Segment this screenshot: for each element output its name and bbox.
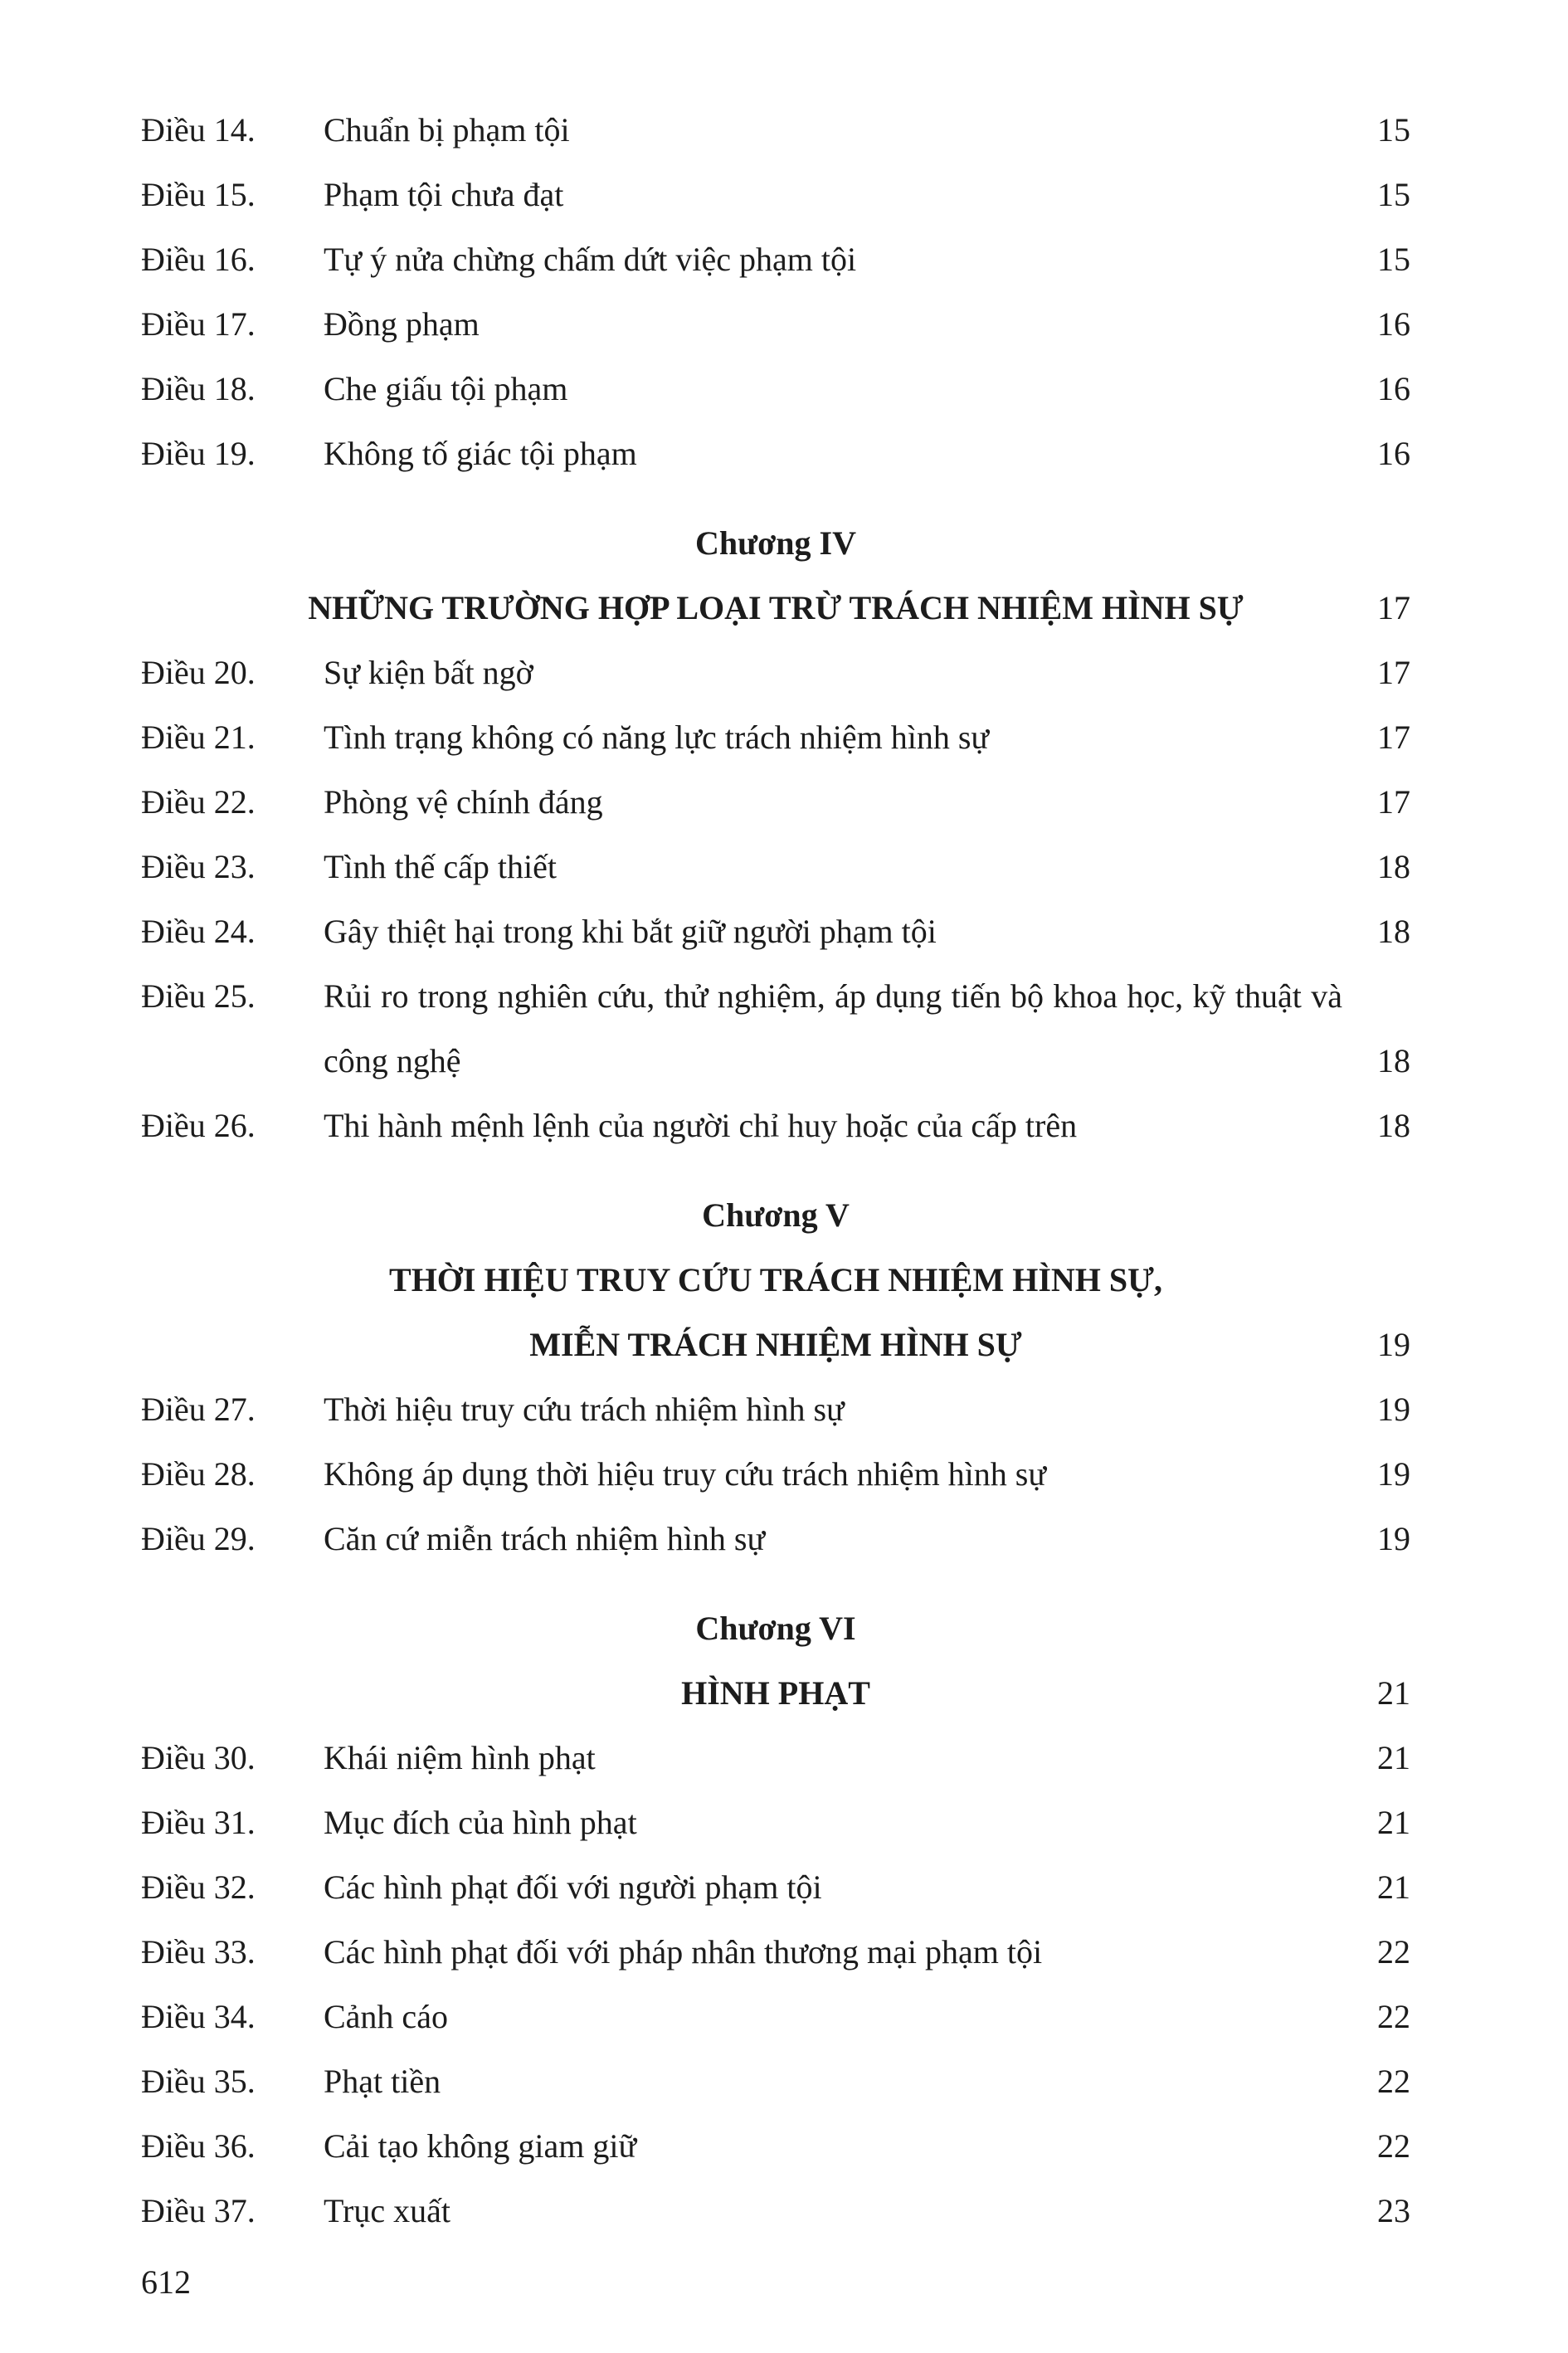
entry-title: Khái niệm hình phạt xyxy=(324,1739,596,1776)
entry-label: Điều 23. xyxy=(141,848,256,885)
entry-label: Điều 16. xyxy=(141,241,256,278)
entry-label: Điều 21. xyxy=(141,719,256,756)
entry-title: Thi hành mệnh lệnh của người chỉ huy hoặc của cấp trên xyxy=(324,1107,1078,1144)
toc-entry xyxy=(141,1985,1410,2049)
entry-page-number: 21 xyxy=(1377,1804,1410,1841)
chapter-block xyxy=(141,1596,1410,1726)
entry-page-number: 17 xyxy=(1377,719,1410,756)
entry-label: Điều 32. xyxy=(141,1868,256,1906)
entry-title: Thời hiệu truy cứu trách nhiệm hình sự xyxy=(324,1391,845,1428)
chapter-title-line: THỜI HIỆU TRUY CỨU TRÁCH NHIỆM HÌNH SỰ, xyxy=(389,1261,1162,1298)
toc-entry xyxy=(141,1920,1410,1985)
entry-label: Điều 25. xyxy=(141,977,256,1015)
chapter-heading: Chương IV xyxy=(695,524,856,562)
entry-label: Điều 24. xyxy=(141,913,256,950)
entry-page-number: 18 xyxy=(1377,913,1410,950)
chapter-heading: Chương VI xyxy=(695,1610,856,1647)
chapter-title-line: NHỮNG TRƯỜNG HỢP LOẠI TRỪ TRÁCH NHIỆM HÌNH SỰ xyxy=(308,589,1244,626)
toc-entry xyxy=(141,2049,1410,2114)
entry-page-number: 22 xyxy=(1377,1933,1410,1971)
entry-page-number: 17 xyxy=(1377,654,1410,691)
entry-title: Các hình phạt đối với người phạm tội xyxy=(324,1868,822,1906)
entry-label: Điều 18. xyxy=(141,370,256,407)
entry-label: Điều 33. xyxy=(141,1933,256,1971)
entry-label: Điều 14. xyxy=(141,111,256,149)
toc-entry xyxy=(141,899,1410,964)
entry-title: Không tố giác tội phạm xyxy=(324,435,637,472)
chapter-block xyxy=(141,511,1410,641)
toc-entry xyxy=(141,1377,1410,1442)
entry-page-number: 16 xyxy=(1377,370,1410,407)
entry-page-number: 15 xyxy=(1377,176,1410,213)
toc-entry xyxy=(141,292,1410,357)
entry-title: Phòng vệ chính đáng xyxy=(324,783,603,821)
entry-label: Điều 34. xyxy=(141,1998,256,2035)
entry-page-number: 15 xyxy=(1377,241,1410,278)
entry-title: Che giấu tội phạm xyxy=(324,370,568,407)
entry-title: Cảnh cáo xyxy=(324,1998,448,2035)
toc-entry xyxy=(141,835,1410,899)
chapter-heading: Chương V xyxy=(702,1196,850,1234)
footer-page-number: 612 xyxy=(141,2263,191,2301)
entry-label: Điều 17. xyxy=(141,305,256,343)
toc-entry xyxy=(141,357,1410,421)
toc-entry xyxy=(141,2179,1410,2243)
entry-label: Điều 30. xyxy=(141,1739,256,1776)
toc-entry xyxy=(141,770,1410,835)
entry-title: Chuẩn bị phạm tội xyxy=(324,111,570,149)
entry-page-number: 18 xyxy=(1377,1042,1410,1079)
entry-label: Điều 15. xyxy=(141,176,256,213)
entry-label: Điều 22. xyxy=(141,783,256,821)
entry-page-number: 22 xyxy=(1377,2063,1410,2100)
chapter-title-line: MIỄN TRÁCH NHIỆM HÌNH SỰ xyxy=(529,1326,1022,1363)
entry-label: Điều 19. xyxy=(141,435,256,472)
entry-label: Điều 37. xyxy=(141,2192,256,2229)
chapter-page-number: 21 xyxy=(1377,1674,1410,1712)
entry-page-number: 17 xyxy=(1377,783,1410,821)
entry-title: Trục xuất xyxy=(324,2192,450,2229)
entry-title: Cải tạo không giam giữ xyxy=(324,2127,637,2165)
entry-title: Tình thế cấp thiết xyxy=(324,848,558,885)
toc-entry xyxy=(141,1094,1410,1158)
entry-page-number: 21 xyxy=(1377,1868,1410,1906)
entry-page-number: 22 xyxy=(1377,1998,1410,2035)
entry-page-number: 21 xyxy=(1377,1739,1410,1776)
entry-page-number: 19 xyxy=(1377,1455,1410,1493)
entry-title: Phạm tội chưa đạt xyxy=(324,176,564,213)
toc-entry xyxy=(141,421,1410,486)
toc-entry xyxy=(141,1726,1410,1790)
toc-entry xyxy=(141,98,1410,163)
entry-title: Các hình phạt đối với pháp nhân thương mại phạm tội xyxy=(324,1933,1043,1971)
entry-page-number: 18 xyxy=(1377,848,1410,885)
toc-entry xyxy=(141,2114,1410,2179)
entry-page-number: 22 xyxy=(1377,2127,1410,2165)
chapter-block xyxy=(141,1183,1410,1377)
entry-label: Điều 26. xyxy=(141,1107,256,1144)
toc-entry xyxy=(141,1790,1410,1855)
entry-page-number: 19 xyxy=(1377,1391,1410,1428)
entry-label: Điều 20. xyxy=(141,654,256,691)
entry-label: Điều 31. xyxy=(141,1804,256,1841)
entry-label: Điều 36. xyxy=(141,2127,256,2165)
entry-page-number: 16 xyxy=(1377,305,1410,343)
toc-entry xyxy=(141,163,1410,227)
chapter-page-number: 19 xyxy=(1377,1326,1410,1363)
toc-entry xyxy=(141,964,1410,1094)
entry-title: Căn cứ miễn trách nhiệm hình sự xyxy=(324,1520,766,1557)
entry-page-number: 16 xyxy=(1377,435,1410,472)
entry-page-number: 19 xyxy=(1377,1520,1410,1557)
entry-title: Rủi ro trong nghiên cứu, thử nghiệm, áp dụng tiến bộ khoa học, kỹ thuật và công nghệ xyxy=(324,977,1342,1079)
entry-page-number: 18 xyxy=(1377,1107,1410,1144)
toc-entry xyxy=(141,1507,1410,1571)
entry-title: Tình trạng không có năng lực trách nhiệm hình sự xyxy=(324,719,990,756)
entry-page-number: 23 xyxy=(1377,2192,1410,2229)
chapter-page-number: 17 xyxy=(1377,589,1410,626)
toc-entry xyxy=(141,641,1410,705)
toc-entry xyxy=(141,1442,1410,1507)
entry-title: Sự kiện bất ngờ xyxy=(324,654,533,691)
toc-entry xyxy=(141,227,1410,292)
entry-title: Đồng phạm xyxy=(324,305,480,343)
toc-entry xyxy=(141,1855,1410,1920)
entry-label: Điều 28. xyxy=(141,1455,256,1493)
toc-entry xyxy=(141,705,1410,770)
chapter-title-line: HÌNH PHẠT xyxy=(681,1674,870,1712)
entry-title: Không áp dụng thời hiệu truy cứu trách nhiệm hình sự xyxy=(324,1455,1047,1493)
entry-label: Điều 35. xyxy=(141,2063,256,2100)
toc-sections xyxy=(141,98,1410,2243)
entry-title: Tự ý nửa chừng chấm dứt việc phạm tội xyxy=(324,241,857,278)
entry-title: Mục đích của hình phạt xyxy=(324,1804,637,1841)
entry-title: Phạt tiền xyxy=(324,2063,441,2100)
entry-label: Điều 27. xyxy=(141,1391,256,1428)
entry-label: Điều 29. xyxy=(141,1520,256,1557)
entry-page-number: 15 xyxy=(1377,111,1410,149)
entry-title: Gây thiệt hại trong khi bắt giữ người phạm tội xyxy=(324,913,937,950)
